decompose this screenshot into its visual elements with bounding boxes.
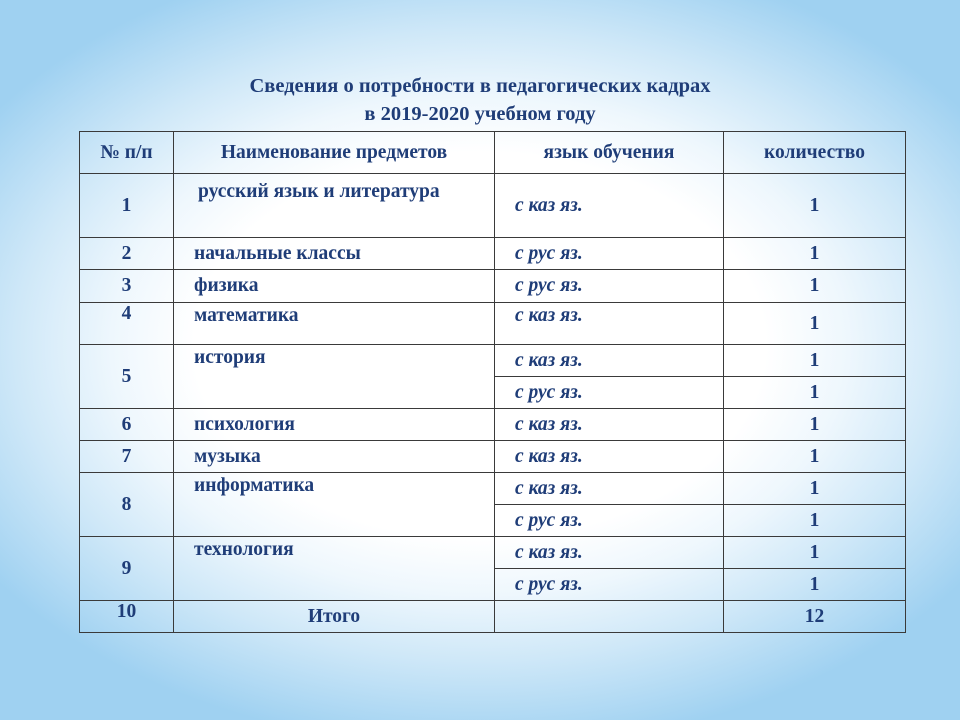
row-quantity: 1 bbox=[724, 345, 906, 377]
row-quantity: 1 bbox=[724, 174, 906, 238]
total-language bbox=[495, 601, 724, 633]
total-quantity: 12 bbox=[724, 601, 906, 633]
table-row bbox=[80, 174, 906, 238]
table-header-row bbox=[80, 132, 906, 174]
row-number: 2 bbox=[80, 238, 174, 270]
title-line-1: Сведения о потребности в педагогических кадрах bbox=[249, 75, 711, 97]
row-language: с каз яз. bbox=[495, 345, 724, 377]
row-language: с рус яз. bbox=[495, 270, 724, 303]
row-number: 3 bbox=[80, 270, 174, 303]
table-row bbox=[80, 345, 906, 377]
row-language: с рус яз. bbox=[495, 377, 724, 409]
row-subject: физика bbox=[174, 270, 495, 303]
row-subject: математика bbox=[174, 303, 495, 345]
row-language: с каз яз. bbox=[495, 473, 724, 505]
row-language: с рус яз. bbox=[495, 238, 724, 270]
row-language: с каз яз. bbox=[495, 409, 724, 441]
table-row bbox=[80, 270, 906, 303]
row-subject: русский язык и литература bbox=[174, 174, 495, 238]
row-subject: начальные классы bbox=[174, 238, 495, 270]
row-quantity: 1 bbox=[724, 569, 906, 601]
row-quantity: 1 bbox=[724, 441, 906, 473]
header-number: № п/п bbox=[80, 132, 174, 174]
total-label: Итого bbox=[174, 601, 495, 633]
table-row bbox=[80, 473, 906, 505]
table-row bbox=[80, 537, 906, 569]
total-row bbox=[80, 601, 906, 633]
slide-title bbox=[0, 72, 960, 128]
staff-needs-table bbox=[79, 131, 906, 633]
row-quantity: 1 bbox=[724, 238, 906, 270]
header-quantity: количество bbox=[724, 132, 906, 174]
total-number: 10 bbox=[80, 601, 174, 633]
row-language: с рус яз. bbox=[495, 569, 724, 601]
row-quantity: 1 bbox=[724, 270, 906, 303]
row-quantity: 1 bbox=[724, 537, 906, 569]
row-subject: музыка bbox=[174, 441, 495, 473]
row-quantity: 1 bbox=[724, 409, 906, 441]
row-number: 8 bbox=[80, 473, 174, 537]
row-number: 7 bbox=[80, 441, 174, 473]
row-quantity: 1 bbox=[724, 377, 906, 409]
row-subject: информатика bbox=[174, 473, 495, 537]
row-quantity: 1 bbox=[724, 505, 906, 537]
row-subject: история bbox=[174, 345, 495, 409]
row-language: с каз яз. bbox=[495, 174, 724, 238]
row-subject: психология bbox=[174, 409, 495, 441]
row-language: с рус яз. bbox=[495, 505, 724, 537]
table-row bbox=[80, 441, 906, 473]
table-row bbox=[80, 409, 906, 441]
row-number: 6 bbox=[80, 409, 174, 441]
title-line-2: в 2019-2020 учебном году bbox=[364, 103, 596, 125]
header-subject: Наименование предметов bbox=[174, 132, 495, 174]
table-row bbox=[80, 238, 906, 270]
header-language: язык обучения bbox=[495, 132, 724, 174]
row-language: с каз яз. bbox=[495, 303, 724, 345]
row-quantity: 1 bbox=[724, 303, 906, 345]
table-row bbox=[80, 303, 906, 345]
row-language: с каз яз. bbox=[495, 537, 724, 569]
row-number: 5 bbox=[80, 345, 174, 409]
row-quantity: 1 bbox=[724, 473, 906, 505]
row-language: с каз яз. bbox=[495, 441, 724, 473]
row-number: 1 bbox=[80, 174, 174, 238]
row-number: 4 bbox=[80, 303, 174, 345]
row-number: 9 bbox=[80, 537, 174, 601]
row-subject: технология bbox=[174, 537, 495, 601]
